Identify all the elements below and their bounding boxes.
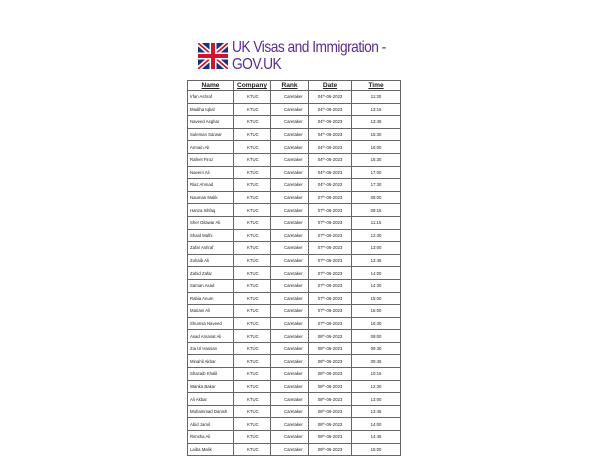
date-rest: -06-2023	[325, 169, 343, 175]
table-row	[188, 393, 401, 406]
cell-date	[309, 179, 352, 192]
table-row	[188, 292, 401, 305]
table-row	[188, 279, 401, 292]
cell-time: 09:45	[352, 355, 401, 368]
table-row	[188, 91, 401, 104]
date-suffix: th	[322, 131, 326, 136]
cell-name: Nauman Malik	[188, 191, 234, 204]
cell-company: KTUC	[234, 292, 271, 305]
date-rest: -06-2023	[325, 434, 343, 440]
cell-time: 15:00	[352, 292, 401, 305]
cell-name: Muhammad Danish	[188, 405, 234, 418]
column-header-date: Date	[309, 81, 352, 91]
column-header-name: Name	[188, 81, 234, 91]
date-suffix: th	[322, 232, 326, 237]
cell-company: KTUC	[234, 116, 271, 129]
cell-name: Irfan Ashraf	[188, 91, 234, 104]
cell-date	[309, 267, 352, 280]
date-suffix: th	[322, 333, 326, 338]
cell-date	[309, 355, 352, 368]
cell-date	[309, 393, 352, 406]
cell-rank: Caretaker	[271, 342, 309, 355]
cell-date	[309, 116, 352, 129]
table-row	[188, 330, 401, 343]
date-rest: -06-2023	[325, 245, 343, 251]
column-header-time: Time	[352, 81, 401, 91]
cell-name: Naeem Ali	[188, 166, 234, 179]
cell-date	[309, 330, 352, 343]
cell-company: KTUC	[234, 153, 271, 166]
date-rest: -06-2023	[325, 358, 343, 364]
date-suffix: th	[322, 282, 326, 287]
cell-company: KTUC	[234, 405, 271, 418]
cell-company: KTUC	[234, 317, 271, 330]
cell-time: 12:30	[352, 229, 401, 242]
date-day: 08	[317, 409, 323, 415]
date-suffix: th	[322, 207, 326, 212]
cell-date	[309, 254, 352, 267]
date-suffix: th	[322, 358, 326, 363]
table-row	[188, 443, 401, 456]
date-rest: -06-2023	[325, 232, 343, 238]
cell-company: KTUC	[234, 128, 271, 141]
table-row	[188, 103, 401, 116]
date-suffix: th	[322, 408, 326, 413]
title-line-2: GOV.UK	[232, 56, 282, 73]
date-rest: -06-2023	[325, 409, 343, 415]
cell-rank: Caretaker	[271, 141, 309, 154]
cell-name: Zahid Zafar	[188, 267, 234, 280]
cell-name: Rimsha Ali	[188, 431, 234, 444]
date-suffix: th	[322, 307, 326, 312]
cell-company: KTUC	[234, 368, 271, 381]
schedule-table	[187, 80, 401, 456]
cell-rank: Caretaker	[271, 405, 309, 418]
table-row	[188, 355, 401, 368]
cell-time: 08:00	[352, 191, 401, 204]
date-suffix: th	[322, 257, 326, 262]
cell-rank: Caretaker	[271, 380, 309, 393]
cell-company: KTUC	[234, 91, 271, 104]
cell-company: KTUC	[234, 418, 271, 431]
date-rest: -06-2023	[325, 383, 343, 389]
table-row	[188, 229, 401, 242]
cell-rank: Caretaker	[271, 103, 309, 116]
cell-company: KTUC	[234, 103, 271, 116]
date-rest: -06-2023	[325, 144, 343, 150]
cell-time: 14:30	[352, 279, 401, 292]
cell-time: 14:45	[352, 431, 401, 444]
date-rest: -06-2023	[325, 371, 343, 377]
date-suffix: th	[322, 446, 326, 451]
date-rest: -06-2023	[325, 446, 343, 452]
cell-time: 16:30	[352, 153, 401, 166]
date-suffix: th	[322, 421, 326, 426]
table-row	[188, 179, 401, 192]
cell-company: KTUC	[234, 330, 271, 343]
cell-date	[309, 431, 352, 444]
cell-rank: Caretaker	[271, 279, 309, 292]
date-suffix: th	[322, 93, 326, 98]
date-day: 07	[317, 270, 323, 276]
date-rest: -06-2023	[325, 308, 343, 314]
cell-name: Laiba Malik	[188, 443, 234, 456]
date-rest: -06-2023	[325, 195, 343, 201]
cell-company: KTUC	[234, 380, 271, 393]
title-line-1: UK Visas and Immigration -	[232, 39, 386, 56]
cell-company: KTUC	[234, 355, 271, 368]
cell-name: Shumsa Naveed	[188, 317, 234, 330]
cell-date	[309, 103, 352, 116]
cell-date	[309, 305, 352, 318]
cell-date	[309, 405, 352, 418]
cell-date	[309, 204, 352, 217]
cell-company: KTUC	[234, 342, 271, 355]
table-row	[188, 342, 401, 355]
date-suffix: th	[322, 345, 326, 350]
cell-company: KTUC	[234, 431, 271, 444]
cell-rank: Caretaker	[271, 355, 309, 368]
cell-rank: Caretaker	[271, 216, 309, 229]
cell-company: KTUC	[234, 305, 271, 318]
cell-rank: Caretaker	[271, 443, 309, 456]
cell-time: 09:30	[352, 342, 401, 355]
cell-company: KTUC	[234, 443, 271, 456]
date-suffix: th	[322, 144, 326, 149]
cell-time: 13:00	[352, 393, 401, 406]
cell-rank: Caretaker	[271, 229, 309, 242]
date-rest: -06-2023	[325, 157, 343, 163]
cell-name: Saman Asad	[188, 279, 234, 292]
cell-date	[309, 153, 352, 166]
cell-date	[309, 191, 352, 204]
date-day: 04	[317, 94, 323, 100]
date-day: 07	[317, 320, 323, 326]
cell-company: KTUC	[234, 393, 271, 406]
date-day: 07	[317, 207, 323, 213]
table-row	[188, 116, 401, 129]
column-header-company: Company	[234, 81, 271, 91]
table-row	[188, 380, 401, 393]
cell-company: KTUC	[234, 191, 271, 204]
cell-name: Sher Dilawar Ali	[188, 216, 234, 229]
cell-date	[309, 141, 352, 154]
date-day: 07	[317, 308, 323, 314]
cell-date	[309, 342, 352, 355]
cell-rank: Caretaker	[271, 191, 309, 204]
cell-company: KTUC	[234, 204, 271, 217]
cell-rank: Caretaker	[271, 393, 309, 406]
date-suffix: th	[322, 219, 326, 224]
table-row	[188, 166, 401, 179]
cell-time: 12:30	[352, 380, 401, 393]
cell-time: 13:15	[352, 103, 401, 116]
date-day: 07	[317, 220, 323, 226]
cell-rank: Caretaker	[271, 330, 309, 343]
date-suffix: th	[322, 320, 326, 325]
date-suffix: th	[322, 181, 326, 186]
cell-rank: Caretaker	[271, 204, 309, 217]
cell-rank: Caretaker	[271, 292, 309, 305]
cell-time: 13:00	[352, 242, 401, 255]
cell-rank: Caretaker	[271, 128, 309, 141]
cell-name: Shaid Malhi	[188, 229, 234, 242]
table-header-row	[188, 81, 401, 91]
date-suffix: th	[322, 118, 326, 123]
date-rest: -06-2023	[325, 333, 343, 339]
date-day: 07	[317, 283, 323, 289]
cell-date	[309, 128, 352, 141]
cell-time: 17:30	[352, 179, 401, 192]
table-row	[188, 418, 401, 431]
cell-rank: Caretaker	[271, 166, 309, 179]
date-day: 07	[317, 258, 323, 264]
uk-flag-icon	[198, 43, 228, 69]
cell-rank: Caretaker	[271, 242, 309, 255]
cell-name: Zohaib Ali	[188, 254, 234, 267]
date-day: 04	[317, 106, 323, 112]
date-rest: -06-2023	[325, 320, 343, 326]
cell-company: KTUC	[234, 254, 271, 267]
cell-date	[309, 317, 352, 330]
cell-name: Naveed Asghar	[188, 116, 234, 129]
cell-time: 13:45	[352, 405, 401, 418]
cell-name: Asad Amanat Ali	[188, 330, 234, 343]
table-body	[188, 91, 401, 456]
date-suffix: th	[322, 270, 326, 275]
date-day: 08	[317, 346, 323, 352]
table-row	[188, 267, 401, 280]
cell-rank: Caretaker	[271, 254, 309, 267]
cell-name: Madiha Iqbal	[188, 103, 234, 116]
date-day: 04	[317, 169, 323, 175]
date-rest: -06-2023	[325, 295, 343, 301]
cell-time: 11:30	[352, 91, 401, 104]
table-row	[188, 141, 401, 154]
cell-rank: Caretaker	[271, 91, 309, 104]
date-rest: -06-2023	[325, 421, 343, 427]
cell-rank: Caretaker	[271, 179, 309, 192]
date-rest: -06-2023	[325, 346, 343, 352]
cell-time: 14:00	[352, 418, 401, 431]
cell-time: 10:15	[352, 368, 401, 381]
date-day: 04	[317, 182, 323, 188]
cell-time: 14:00	[352, 267, 401, 280]
date-day: 04	[317, 157, 323, 163]
date-day: 09	[317, 434, 323, 440]
date-rest: -06-2023	[325, 132, 343, 138]
cell-name: Armain Ali	[188, 141, 234, 154]
date-day: 08	[317, 358, 323, 364]
cell-rank: Caretaker	[271, 418, 309, 431]
date-day: 07	[317, 195, 323, 201]
cell-date	[309, 216, 352, 229]
cell-company: KTUC	[234, 229, 271, 242]
cell-date	[309, 292, 352, 305]
cell-company: KTUC	[234, 141, 271, 154]
cell-name: Hanza Ishfaq	[188, 204, 234, 217]
table-row	[188, 204, 401, 217]
date-rest: -06-2023	[325, 396, 343, 402]
cell-name: Ali Akbar	[188, 393, 234, 406]
cell-time: 11:15	[352, 216, 401, 229]
date-suffix: th	[322, 194, 326, 199]
date-day: 07	[317, 245, 323, 251]
cell-rank: Caretaker	[271, 153, 309, 166]
cell-time: 16:00	[352, 141, 401, 154]
cell-rank: Caretaker	[271, 431, 309, 444]
cell-date	[309, 380, 352, 393]
date-suffix: th	[322, 106, 326, 111]
table-row	[188, 242, 401, 255]
date-day: 08	[317, 383, 323, 389]
table-row	[188, 254, 401, 267]
table-row	[188, 128, 401, 141]
table-row	[188, 317, 401, 330]
date-day: 07	[317, 295, 323, 301]
date-rest: -06-2023	[325, 207, 343, 213]
date-suffix: th	[322, 156, 326, 161]
date-suffix: th	[322, 383, 326, 388]
date-rest: -06-2023	[325, 270, 343, 276]
date-suffix: th	[322, 244, 326, 249]
table-row	[188, 405, 401, 418]
table-row	[188, 153, 401, 166]
cell-rank: Caretaker	[271, 116, 309, 129]
cell-company: KTUC	[234, 216, 271, 229]
date-day: 04	[317, 119, 323, 125]
document-header	[198, 40, 398, 78]
date-rest: -06-2023	[325, 182, 343, 188]
date-day: 08	[317, 333, 323, 339]
cell-name: Suleman Sarwar	[188, 128, 234, 141]
cell-name: Shazaib Khalil	[188, 368, 234, 381]
document-title	[232, 39, 386, 73]
table-row	[188, 368, 401, 381]
table-row	[188, 305, 401, 318]
cell-date	[309, 229, 352, 242]
cell-date	[309, 368, 352, 381]
cell-rank: Caretaker	[271, 267, 309, 280]
cell-time: 13:45	[352, 116, 401, 129]
cell-date	[309, 418, 352, 431]
cell-name: Wanka Bakar	[188, 380, 234, 393]
cell-date	[309, 91, 352, 104]
date-rest: -06-2023	[325, 119, 343, 125]
cell-name: Abid Jamil	[188, 418, 234, 431]
date-suffix: th	[322, 169, 326, 174]
cell-date	[309, 443, 352, 456]
date-suffix: th	[322, 370, 326, 375]
cell-time: 17:00	[352, 166, 401, 179]
table-row	[188, 431, 401, 444]
cell-time: 16:00	[352, 305, 401, 318]
cell-company: KTUC	[234, 279, 271, 292]
cell-company: KTUC	[234, 166, 271, 179]
date-rest: -06-2023	[325, 94, 343, 100]
date-rest: -06-2023	[325, 258, 343, 264]
date-day: 04	[317, 132, 323, 138]
date-day: 08	[317, 396, 323, 402]
table-row	[188, 216, 401, 229]
cell-rank: Caretaker	[271, 317, 309, 330]
cell-time: 09:00	[352, 330, 401, 343]
date-suffix: th	[322, 433, 326, 438]
cell-time: 15:30	[352, 128, 401, 141]
date-rest: -06-2023	[325, 106, 343, 112]
date-rest: -06-2023	[325, 283, 343, 289]
cell-time: 16:30	[352, 317, 401, 330]
cell-time: 15:00	[352, 443, 401, 456]
table-row	[188, 191, 401, 204]
cell-name: Mariam Ali	[188, 305, 234, 318]
cell-rank: Caretaker	[271, 305, 309, 318]
cell-name: Zia Ul Hassan	[188, 342, 234, 355]
column-header-rank: Rank	[271, 81, 309, 91]
cell-date	[309, 242, 352, 255]
cell-name: Riaz Ahmad	[188, 179, 234, 192]
date-day: 07	[317, 232, 323, 238]
cell-date	[309, 279, 352, 292]
cell-name: Zafar Ashraf	[188, 242, 234, 255]
cell-rank: Caretaker	[271, 368, 309, 381]
cell-name: Minahil Akbar	[188, 355, 234, 368]
date-day: 09	[317, 446, 323, 452]
date-day: 08	[317, 371, 323, 377]
date-rest: -06-2023	[325, 220, 343, 226]
date-day: 08	[317, 421, 323, 427]
cell-company: KTUC	[234, 179, 271, 192]
date-day: 04	[317, 144, 323, 150]
cell-date	[309, 166, 352, 179]
date-suffix: th	[322, 295, 326, 300]
cell-time: 13:45	[352, 254, 401, 267]
cell-company: KTUC	[234, 267, 271, 280]
cell-company: KTUC	[234, 242, 271, 255]
cell-name: Rafeet Firoz	[188, 153, 234, 166]
cell-name: Rabia Anum	[188, 292, 234, 305]
cell-time: 09:15	[352, 204, 401, 217]
date-suffix: th	[322, 396, 326, 401]
